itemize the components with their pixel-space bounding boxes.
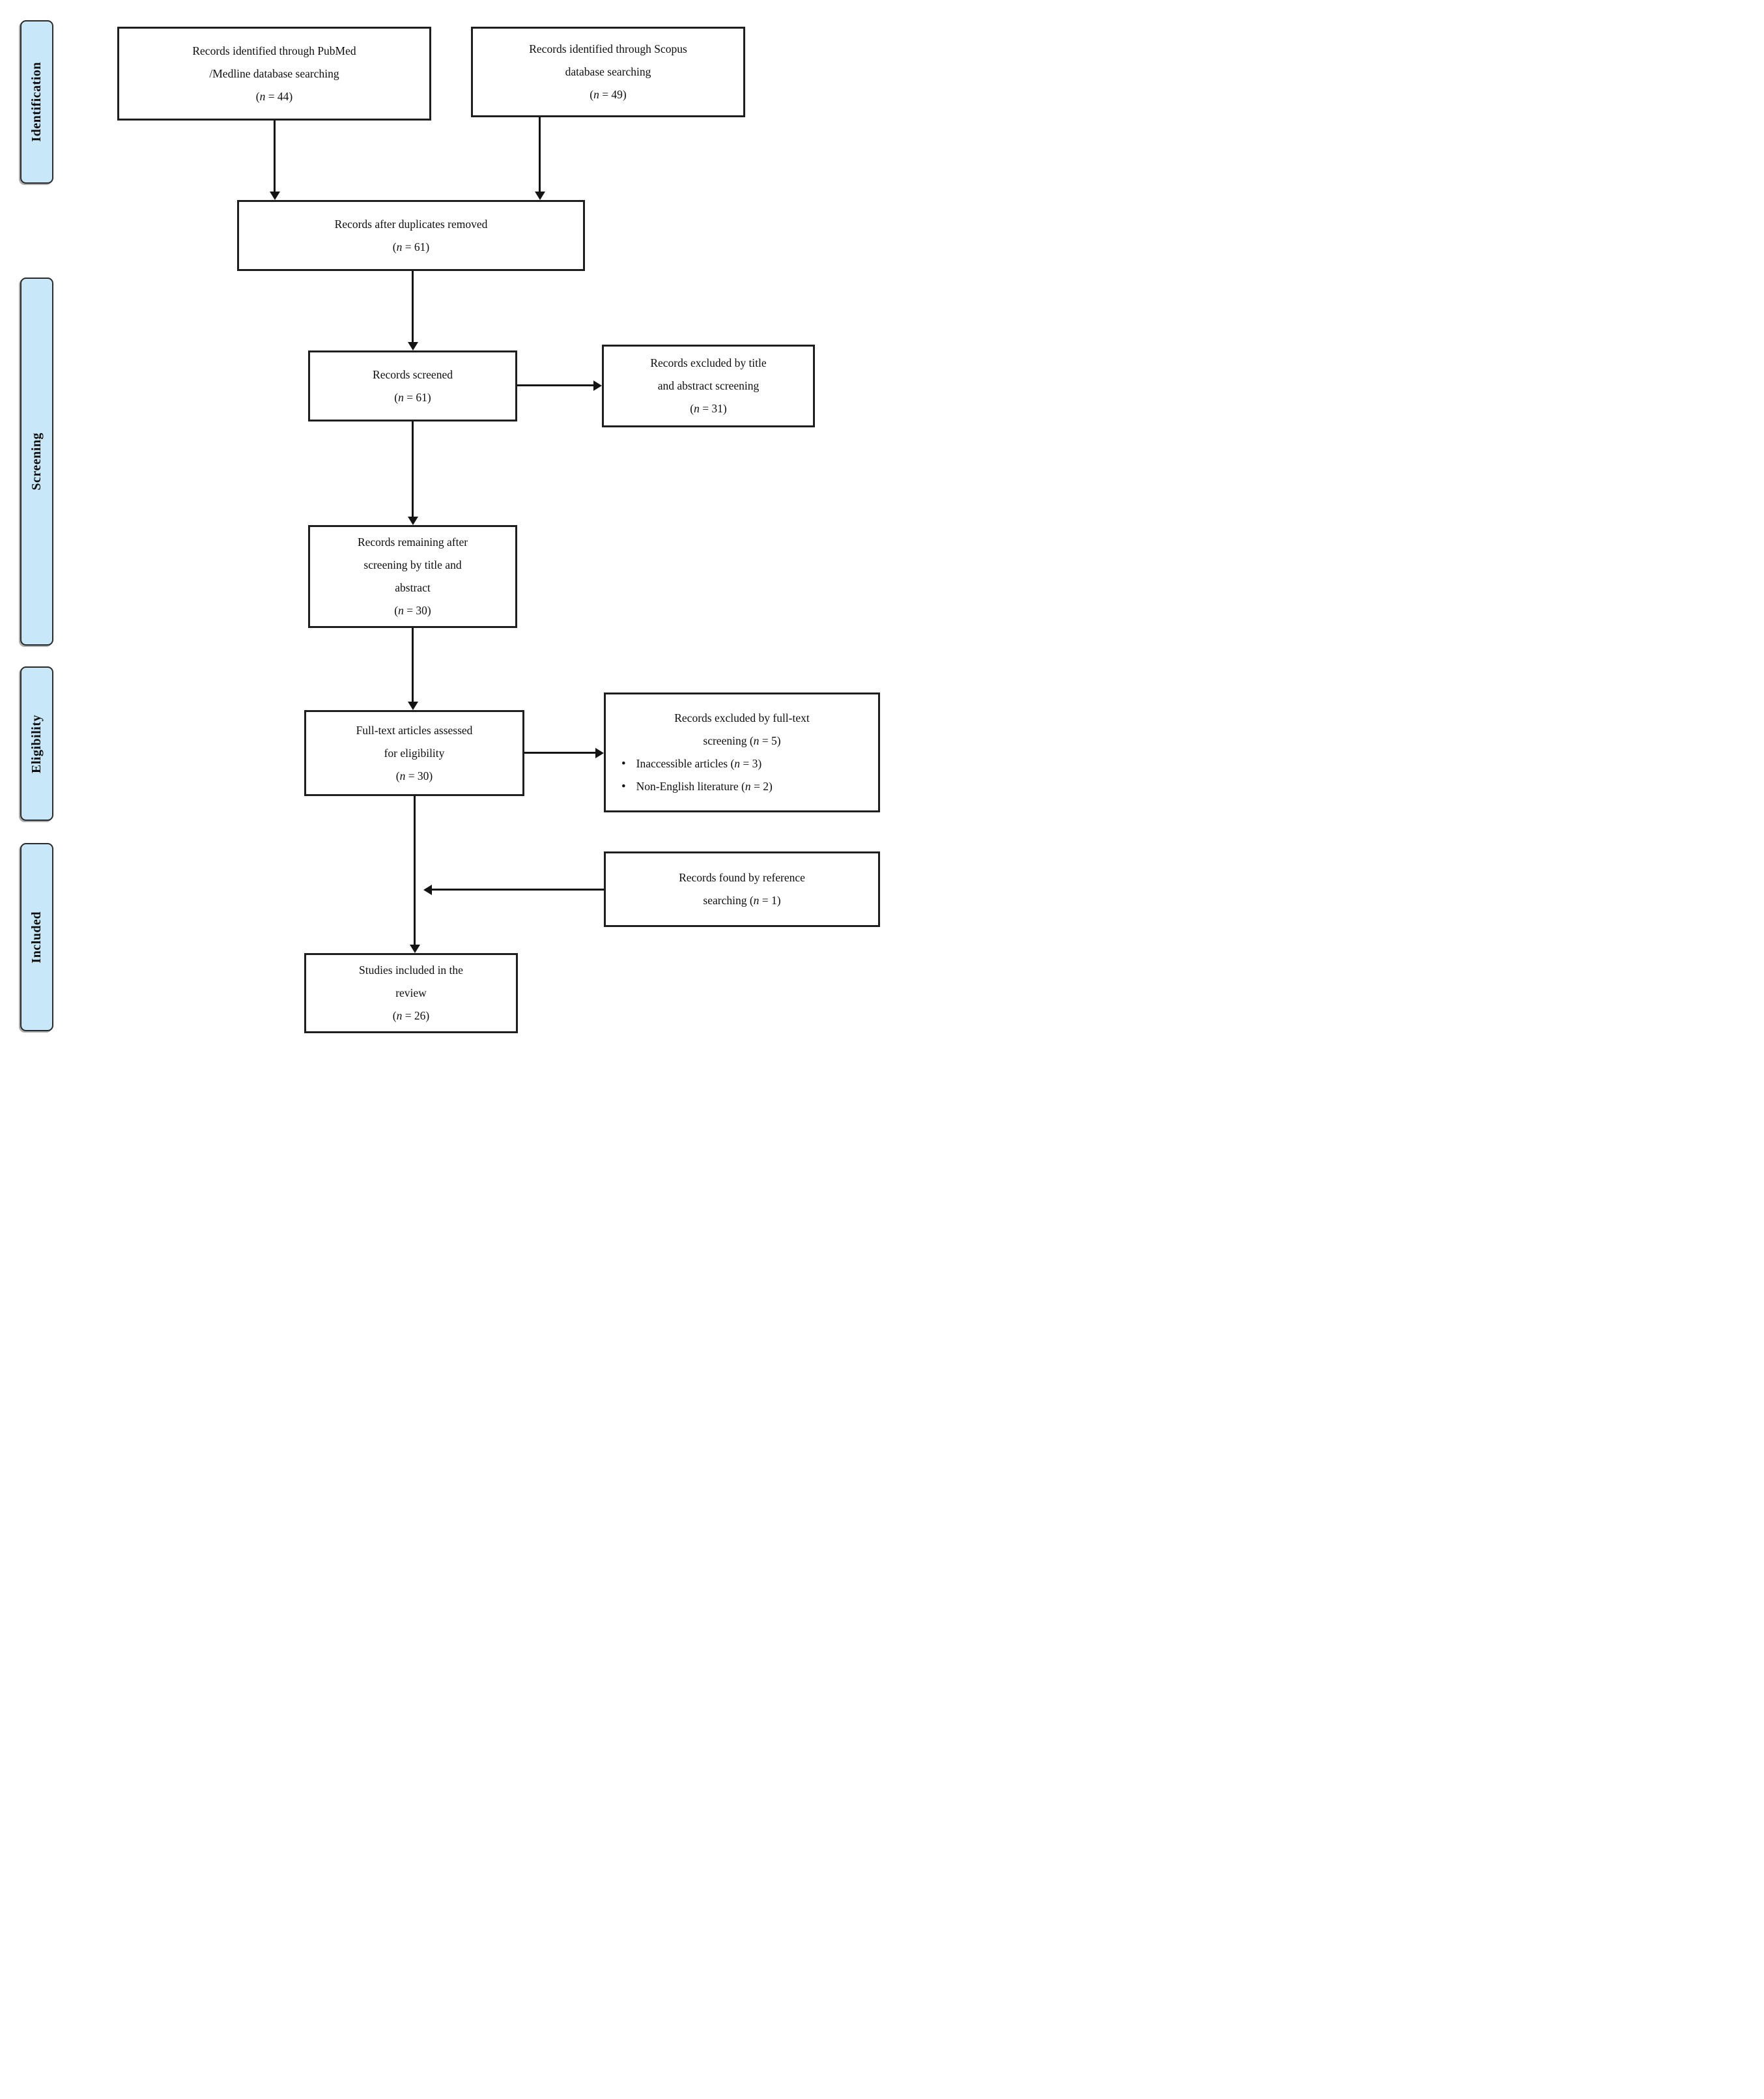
flow-box-fulltext-assessed bbox=[304, 710, 524, 796]
flow-box-remaining-after-screening bbox=[308, 525, 517, 628]
bullet-text: Non-English literature (n = 2) bbox=[636, 780, 773, 793]
arrow-screened-to-remaining bbox=[412, 421, 414, 517]
flow-box-reference-searching bbox=[604, 851, 880, 927]
arrow-scopus-to-duplicates bbox=[539, 117, 541, 192]
excluded-fulltext-bullet-item bbox=[610, 775, 874, 798]
stage-label-screening: Screening bbox=[29, 433, 44, 491]
flow-box-studies-included bbox=[304, 953, 518, 1033]
flow-box-excluded-fulltext bbox=[604, 693, 880, 812]
flow-box-text-line: Records remaining after bbox=[357, 535, 468, 549]
flow-box-count: (n = 61) bbox=[392, 240, 430, 253]
flow-box-text-line: screening (n = 5) bbox=[703, 734, 781, 747]
flow-box-text-line: for eligibility bbox=[384, 746, 445, 760]
arrow-reference-to-mainline bbox=[432, 889, 604, 891]
flow-box-text-line: Studies included in the bbox=[359, 964, 463, 977]
flow-box-duplicates-removed bbox=[237, 200, 585, 271]
arrow-duplicates-to-screened bbox=[412, 271, 414, 342]
flow-box-text-line: Records screened bbox=[373, 367, 453, 381]
excluded-fulltext-bullet-item bbox=[610, 752, 874, 775]
flow-box-text-line: Records identified through PubMed bbox=[192, 44, 356, 57]
flow-box-count: (n = 31) bbox=[690, 402, 727, 415]
flow-box-text-line: and abstract screening bbox=[657, 379, 760, 392]
flow-box-count: (n = 61) bbox=[394, 390, 431, 404]
flow-box-text-line: abstract bbox=[395, 581, 431, 594]
stage-band-identification bbox=[20, 20, 53, 184]
arrow-screened-to-excluded bbox=[517, 384, 593, 386]
flow-box-text-line: /Medline database searching bbox=[209, 66, 339, 80]
flow-box-text-line: review bbox=[395, 986, 427, 999]
stage-band-eligibility bbox=[20, 666, 53, 821]
stage-band-screening bbox=[20, 278, 53, 646]
arrow-remaining-to-fulltext bbox=[412, 628, 414, 702]
flow-box-pubmed bbox=[117, 27, 431, 121]
flow-box-text-line: Full-text articles assessed bbox=[356, 723, 473, 737]
flow-box-records-screened bbox=[308, 350, 517, 421]
flow-box-excluded-title-abstract bbox=[602, 345, 815, 427]
arrow-fulltext-to-excluded bbox=[524, 752, 595, 754]
flow-box-text-line: Records excluded by full-text bbox=[674, 711, 810, 724]
stage-label-eligibility: Eligibility bbox=[29, 714, 44, 773]
flow-box-text-line: Records identified through Scopus bbox=[529, 42, 687, 55]
flow-box-text-line: Records after duplicates removed bbox=[334, 217, 488, 231]
prisma-flow-diagram bbox=[0, 0, 882, 1050]
flow-box-scopus bbox=[471, 27, 745, 117]
excluded-fulltext-bullet-list bbox=[610, 752, 874, 798]
flow-box-count: (n = 44) bbox=[255, 89, 293, 103]
arrow-fulltext-to-included bbox=[414, 796, 416, 945]
flow-box-text-line: Records found by reference bbox=[679, 871, 805, 884]
flow-box-count: (n = 26) bbox=[392, 1009, 430, 1022]
flow-box-text-line: screening by title and bbox=[363, 558, 462, 571]
stage-label-identification: Identification bbox=[29, 62, 44, 142]
bullet-icon: • bbox=[621, 757, 626, 771]
flow-box-text-line: database searching bbox=[565, 65, 651, 78]
flow-box-count: (n = 30) bbox=[395, 769, 433, 782]
arrow-pubmed-to-duplicates bbox=[274, 121, 276, 192]
bullet-icon: • bbox=[621, 780, 626, 793]
flow-box-count: searching (n = 1) bbox=[703, 894, 781, 907]
flow-box-text-line: Records excluded by title bbox=[650, 356, 767, 369]
bullet-text: Inaccessible articles (n = 3) bbox=[636, 757, 762, 770]
stage-band-included bbox=[20, 843, 53, 1031]
stage-label-included: Included bbox=[29, 911, 44, 964]
flow-box-count: (n = 49) bbox=[590, 88, 627, 101]
flow-box-count: (n = 30) bbox=[394, 604, 431, 617]
